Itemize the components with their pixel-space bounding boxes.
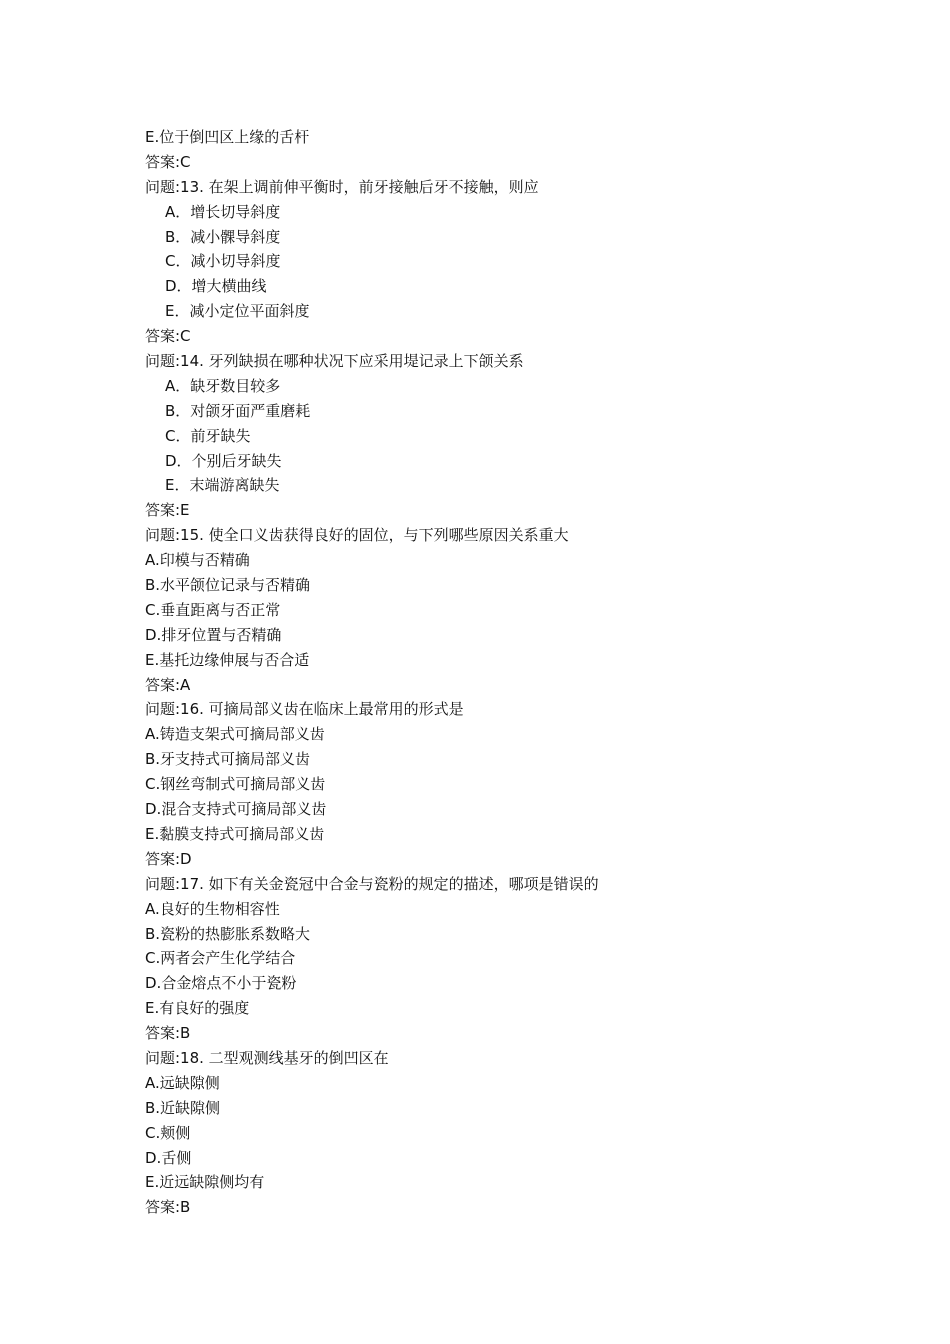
answer-text: 答案:A xyxy=(145,675,191,694)
option-text: E.基托边缘伸展与否合适 xyxy=(145,650,310,669)
option-text: B．对颌牙面严重磨耗 xyxy=(165,401,311,420)
option-text: D.排牙位置与否精确 xyxy=(145,625,282,644)
option-text: E.近远缺隙侧均有 xyxy=(145,1173,265,1192)
answer-text: 答案:E xyxy=(145,501,190,520)
answer-text: 答案:B xyxy=(145,1024,191,1043)
question-text: 问题:17. 如下有关金瓷冠中合金与瓷粉的规定的描述，哪项是错误的 xyxy=(145,874,599,893)
option-text: D．增大横曲线 xyxy=(165,277,267,296)
question-list xyxy=(145,125,905,1220)
option-text: A.印模与否精确 xyxy=(145,551,250,570)
answer-text: 答案:C xyxy=(145,327,191,346)
option-text: A．缺牙数目较多 xyxy=(165,376,281,395)
option-text: B.近缺隙侧 xyxy=(145,1098,221,1117)
option-text: C．前牙缺失 xyxy=(165,426,251,445)
option-text: A．增长切导斜度 xyxy=(165,202,281,221)
option-text: D.舌侧 xyxy=(145,1148,192,1167)
option-text: B.瓷粉的热膨胀系数略大 xyxy=(145,924,311,943)
option-text: D.混合支持式可摘局部义齿 xyxy=(145,800,327,819)
option-text: A.良好的生物相容性 xyxy=(145,899,280,918)
question-text: 问题:18. 二型观测线基牙的倒凹区在 xyxy=(145,1048,389,1067)
option-text: C.颊侧 xyxy=(145,1123,191,1142)
question-text: 问题:13. 在架上调前伸平衡时，前牙接触后牙不接触，则应 xyxy=(145,177,539,196)
option-text: C．减小切导斜度 xyxy=(165,252,281,271)
option-text: B．减小髁导斜度 xyxy=(165,227,281,246)
option-text: A.铸造支架式可摘局部义齿 xyxy=(145,725,325,744)
option-text: C.垂直距离与否正常 xyxy=(145,600,281,619)
option-text: D．个别后牙缺失 xyxy=(165,451,282,470)
option-text: C.钢丝弯制式可摘局部义齿 xyxy=(145,775,326,794)
option-text: A.远缺隙侧 xyxy=(145,1073,220,1092)
option-text: E．减小定位平面斜度 xyxy=(165,302,310,321)
question-text: 问题:15. 使全口义齿获得良好的固位，与下列哪些原因关系重大 xyxy=(145,526,569,545)
answer-text: 答案:C xyxy=(145,152,191,171)
question-text: 问题:14. 牙列缺损在哪种状况下应采用堤记录上下颌关系 xyxy=(145,352,524,371)
question-text: 问题:16. 可摘局部义齿在临床上最常用的形式是 xyxy=(145,700,464,719)
option-text: D.合金熔点不小于瓷粉 xyxy=(145,974,297,993)
option-text: B.水平颌位记录与否精确 xyxy=(145,576,311,595)
option-text: E.位于倒凹区上缘的舌杆 xyxy=(145,128,310,146)
option-text: B.牙支持式可摘局部义齿 xyxy=(145,750,311,769)
answer-text: 答案:B xyxy=(145,1198,191,1217)
option-text: E.有良好的强度 xyxy=(145,999,250,1018)
answer-text: 答案:D xyxy=(145,849,192,868)
option-text: E．末端游离缺失 xyxy=(165,476,280,495)
option-text: C.两者会产生化学结合 xyxy=(145,949,296,968)
option-text: E.黏膜支持式可摘局部义齿 xyxy=(145,824,325,843)
